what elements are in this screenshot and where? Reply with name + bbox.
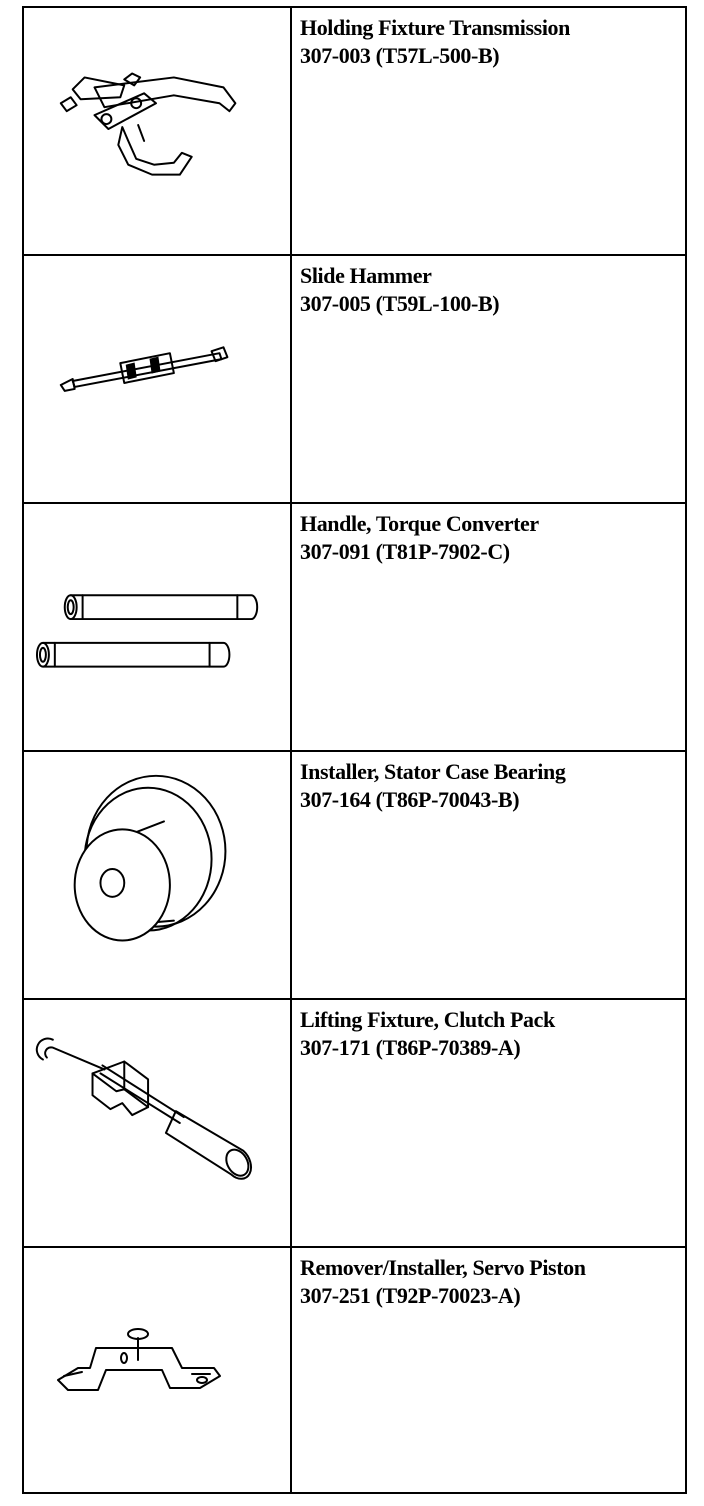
tool-number: 307-251 (T92P-70023-A) (300, 1283, 521, 1308)
tool-illustration-cell (24, 8, 292, 254)
tool-row (24, 8, 685, 256)
tool-description (300, 1006, 679, 1062)
clutch-pack-lifting-fixture-icon (24, 1000, 290, 1246)
tool-illustration-cell (24, 752, 292, 998)
tool-row (24, 1000, 685, 1248)
tool-description (300, 758, 679, 814)
tool-row (24, 256, 685, 504)
tool-name: Installer, Stator Case Bearing (300, 759, 566, 784)
tool-number: 307-005 (T59L-100-B) (300, 291, 500, 316)
tool-illustration-cell (24, 256, 292, 502)
tool-name: Slide Hammer (300, 263, 432, 288)
tool-number: 307-091 (T81P-7902-C) (300, 539, 510, 564)
servo-piston-tool-icon (24, 1248, 290, 1492)
tool-name: Handle, Torque Converter (300, 511, 539, 536)
tool-description (300, 1254, 679, 1310)
tool-name: Lifting Fixture, Clutch Pack (300, 1007, 555, 1032)
tool-name: Remover/Installer, Servo Piston (300, 1255, 586, 1280)
tool-row (24, 752, 685, 1000)
tool-description (300, 14, 679, 70)
slide-hammer-icon (24, 256, 290, 502)
tool-row (24, 1248, 685, 1492)
tool-row (24, 504, 685, 752)
stator-bearing-installer-icon (24, 752, 290, 998)
tool-illustration-cell (24, 504, 292, 750)
torque-converter-handle-icon (24, 504, 290, 750)
tool-illustration-cell (24, 1000, 292, 1246)
tool-name: Holding Fixture Transmission (300, 15, 570, 40)
special-tools-table (22, 6, 687, 1494)
tool-number: 307-003 (T57L-500-B) (300, 43, 500, 68)
tool-description (300, 510, 679, 566)
tool-illustration-cell (24, 1248, 292, 1492)
holding-fixture-icon (24, 8, 290, 254)
tool-number: 307-164 (T86P-70043-B) (300, 787, 520, 812)
tool-number: 307-171 (T86P-70389-A) (300, 1035, 521, 1060)
tool-description (300, 262, 679, 318)
